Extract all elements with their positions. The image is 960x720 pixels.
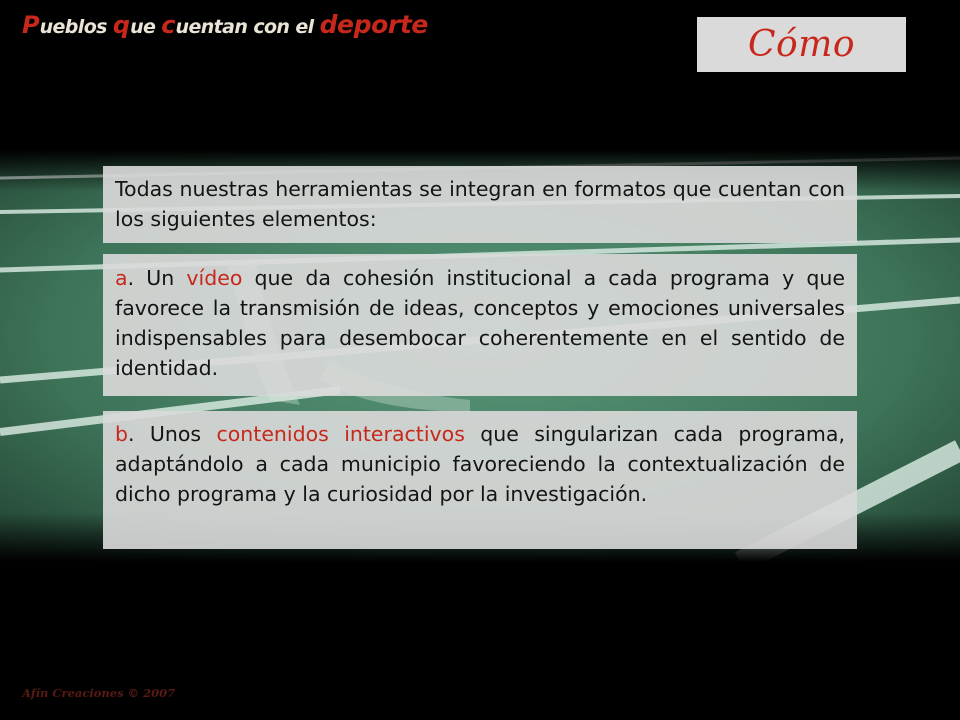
item-b-text-body: que singularizan cada programa, adaptándolo a cada municipio favoreciendo la contextualización de dicho programa y la curiosidad por la investigación. xyxy=(115,422,845,506)
item-a-highlight: vídeo xyxy=(186,266,243,290)
item-a-marker: a xyxy=(115,266,128,290)
item-a-text-body: que da cohesión institucional a cada programa y que favorece la transmisión de ideas, conceptos y emociones universales indispensables para desembocar coherentemente en el sentido de identidad. xyxy=(115,266,845,380)
logo-word-deporte: deporte xyxy=(319,10,428,39)
section-title: Cómo xyxy=(747,24,856,65)
logo-word-pueblos: ueblos xyxy=(39,16,107,38)
intro-text: Todas nuestras herramientas se integran en formatos que cuentan con los siguientes elementos: xyxy=(115,177,845,231)
footer-credit: Afín Creaciones © 2007 xyxy=(22,686,176,700)
logo-word-cuentan: uentan xyxy=(175,16,248,38)
item-a-text-lead: . Un xyxy=(127,266,187,290)
item-b-text-box xyxy=(103,411,857,549)
section-title-box xyxy=(697,17,906,72)
intro-text-box xyxy=(103,166,857,243)
item-b-marker: b xyxy=(115,422,129,446)
item-b-highlight: contenidos interactivos xyxy=(216,422,465,446)
logo-word-el: el xyxy=(295,16,314,38)
item-b-text-lead: . Unos xyxy=(128,422,217,446)
logo-letter-p: P xyxy=(22,11,40,39)
logo-word-que: ue xyxy=(130,16,156,38)
logo-letter-c: c xyxy=(161,11,176,39)
item-a-text-box xyxy=(103,254,857,396)
brand-logo xyxy=(22,10,428,52)
logo-word-con: con xyxy=(253,16,290,38)
logo-letter-q: q xyxy=(112,11,131,39)
